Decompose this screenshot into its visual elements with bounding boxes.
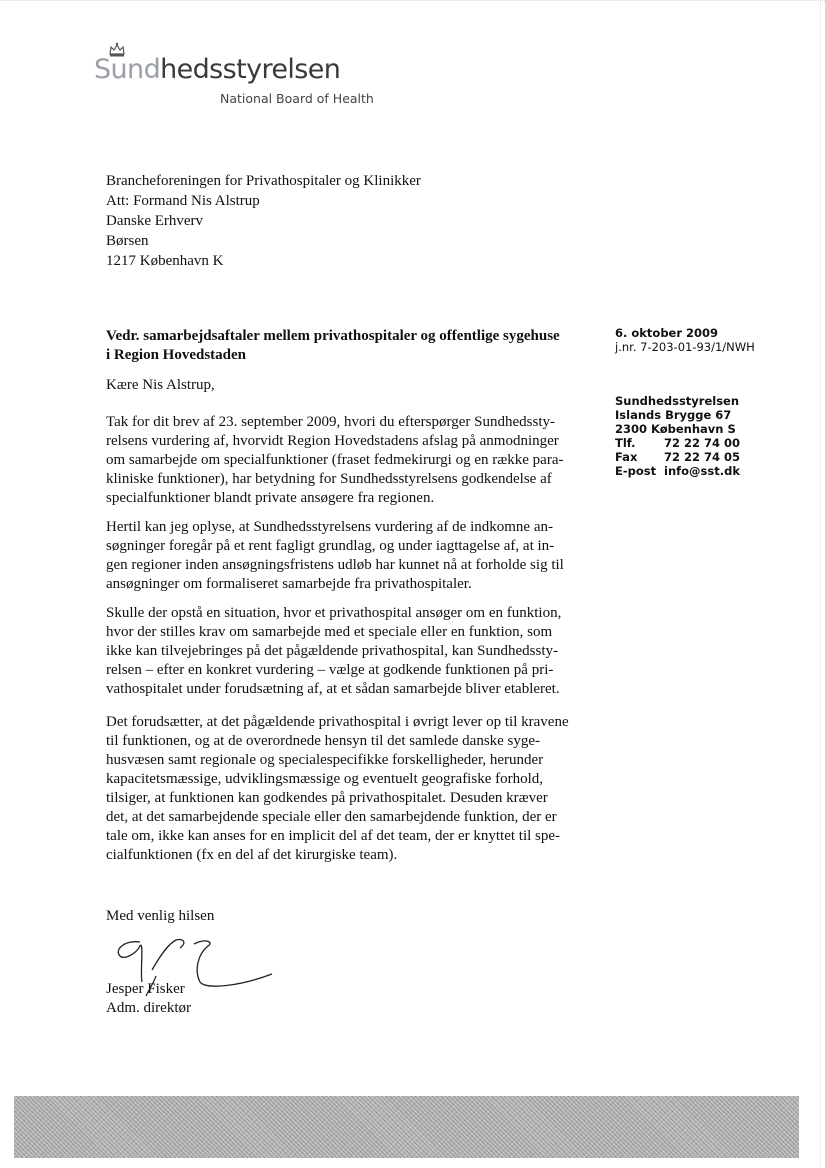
subject-line: Vedr. samarbejdsaftaler mellem privathospitaler og offentlige sygehuse bbox=[106, 328, 560, 344]
logo-subtitle: National Board of Health bbox=[220, 91, 374, 106]
paragraph-line: tilsiger, at funktionen kan godkendes på privathospitalet. Desuden kræver bbox=[106, 790, 548, 806]
logo-wordmark bbox=[94, 54, 340, 85]
logo-wordmark-dark: hedsstyrelsen bbox=[160, 54, 341, 85]
recipient-line: 1217 København K bbox=[106, 253, 224, 269]
signer-name: Jesper Fisker bbox=[106, 981, 185, 997]
phone-label: Tlf. bbox=[615, 436, 636, 450]
signer-title: Adm. direktør bbox=[106, 1000, 191, 1016]
logo-wordmark-light: Sund bbox=[94, 54, 161, 85]
journal-number: j.nr. 7-203-01-93/1/NWH bbox=[615, 340, 755, 354]
paragraph-line: ikke kan tilvejebringes på det pågældende privathospital, kan Sundhedssty- bbox=[106, 643, 558, 659]
recipient-address bbox=[106, 171, 421, 271]
sender-contact-block bbox=[615, 394, 740, 478]
paragraph-1 bbox=[106, 413, 563, 508]
subject-heading bbox=[106, 327, 560, 365]
email-row bbox=[615, 464, 740, 478]
phone-row bbox=[615, 436, 740, 450]
paragraph-2 bbox=[106, 518, 564, 594]
signer-block bbox=[106, 980, 191, 1018]
recipient-line: Brancheforeningen for Privathospitaler og Klinikker bbox=[106, 173, 421, 189]
paragraph-line: tale om, ikke kan anses for en implicit del af det team, der er knyttet til spe- bbox=[106, 828, 561, 844]
scan-edge-top bbox=[0, 0, 825, 5]
fax-row bbox=[615, 450, 740, 464]
footer-pattern-band bbox=[14, 1096, 799, 1158]
paragraph-line: kliniske funktioner), har betydning for Sundhedsstyrelsens godkendelse af bbox=[106, 471, 552, 487]
sender-org: Sundhedsstyrelsen bbox=[615, 394, 740, 408]
paragraph-line: til funktionen, og at de overordnede hensyn til det samlede danske syge- bbox=[106, 733, 541, 749]
date-block bbox=[615, 326, 755, 354]
sender-street: Islands Brygge 67 bbox=[615, 408, 732, 422]
paragraph-line: cialfunktionen (fx en del af det kirurgiske team). bbox=[106, 847, 398, 863]
paragraph-4 bbox=[106, 713, 569, 865]
paragraph-line: søgninger foregår på et rent fagligt grundlag, og under iagttagelse af, at in- bbox=[106, 538, 555, 554]
recipient-line: Danske Erhverv bbox=[106, 213, 204, 229]
paragraph-line: Det forudsætter, at det pågældende privathospital i øvrigt lever op til kravene bbox=[106, 714, 569, 730]
greeting: Kære Nis Alstrup, bbox=[106, 377, 215, 393]
closing: Med venlig hilsen bbox=[106, 908, 215, 924]
paragraph-line: specialfunktioner blandt private ansøgere fra regionen. bbox=[106, 490, 435, 506]
email-label: E-post bbox=[615, 464, 657, 478]
phone-value: 72 22 74 00 bbox=[664, 436, 741, 450]
paragraph-line: relsen – efter en konkret vurdering – vælge at godkende funktionen på pri- bbox=[106, 662, 554, 678]
paragraph-line: vathospitalet under forudsætning af, at et sådan samarbejde bliver etableret. bbox=[106, 681, 560, 697]
recipient-line: Att: Formand Nis Alstrup bbox=[106, 193, 260, 209]
subject-line: i Region Hovedstaden bbox=[106, 347, 247, 363]
paragraph-line: relsens vurdering af, hvorvidt Region Hovedstadens afslag på anmodninger bbox=[106, 433, 559, 449]
fax-value: 72 22 74 05 bbox=[664, 450, 741, 464]
paragraph-line: gen regioner inden ansøgningsfristens udløb har kunnet nå at forholde sig til bbox=[106, 557, 564, 573]
email-value: info@sst.dk bbox=[664, 464, 740, 478]
letter-date: 6. oktober 2009 bbox=[615, 326, 719, 340]
fax-label: Fax bbox=[615, 450, 638, 464]
paragraph-3 bbox=[106, 604, 561, 699]
paragraph-line: det, at det samarbejdende speciale eller den samarbejdende funktion, der er bbox=[106, 809, 557, 825]
scan-edge-right bbox=[819, 0, 821, 1168]
paragraph-line: hvor der stilles krav om samarbejde med et speciale eller en funktion, som bbox=[106, 624, 553, 640]
paragraph-line: Tak for dit brev af 23. september 2009, hvori du efterspørger Sundhedssty- bbox=[106, 414, 555, 430]
sender-city: 2300 København S bbox=[615, 422, 736, 436]
paragraph-line: Hertil kan jeg oplyse, at Sundhedsstyrelsens vurdering af de indkomne an- bbox=[106, 519, 553, 535]
recipient-line: Børsen bbox=[106, 233, 149, 249]
paragraph-line: Skulle der opstå en situation, hvor et privathospital ansøger om en funktion, bbox=[106, 605, 562, 621]
paragraph-line: ansøgninger om formaliseret samarbejde fra privathospitaler. bbox=[106, 576, 472, 592]
paragraph-line: om samarbejde om specialfunktioner (fraset fedmekirurgi og en række para- bbox=[106, 452, 564, 468]
paragraph-line: kapacitetsmæssige, udviklingsmæssige og eventuelt geografiske forhold, bbox=[106, 771, 544, 787]
paragraph-line: husvæsen samt regionale og specialespecifikke forskelligheder, herunder bbox=[106, 752, 544, 768]
